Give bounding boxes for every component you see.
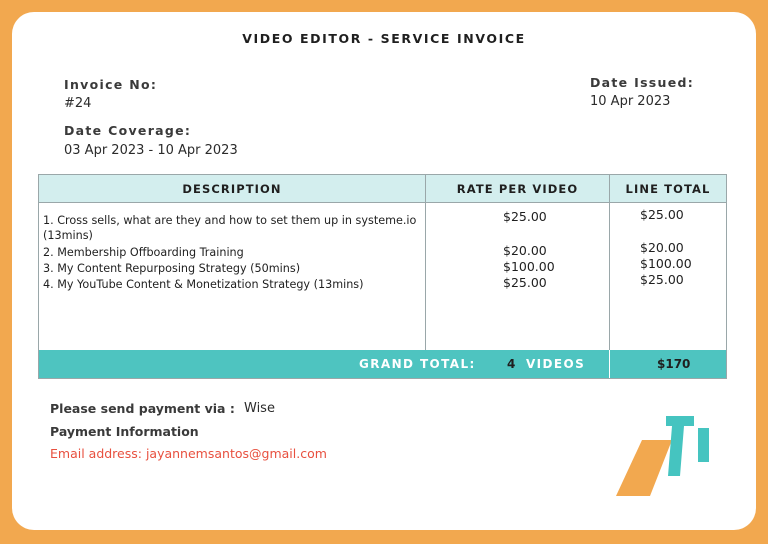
video-count: 4: [507, 357, 516, 371]
date-issued-label: Date Issued:: [590, 75, 695, 90]
date-issued: 10 Apr 2023: [590, 94, 671, 109]
video-unit: VIDEOS: [526, 357, 586, 371]
footer-divider: [609, 350, 610, 378]
item-rate: $20.00: [503, 243, 547, 258]
payment-info-label: Payment Information: [50, 424, 199, 439]
item-line-total: $100.00: [640, 256, 692, 271]
item-description: 2. Membership Offboarding Training: [43, 246, 244, 259]
column-divider: [425, 175, 426, 378]
column-divider: [609, 175, 610, 378]
brand-logo-icon: [612, 414, 716, 498]
header-line-total: LINE TOTAL: [625, 182, 711, 196]
invoice-title: VIDEO EDITOR - SERVICE INVOICE: [242, 31, 526, 46]
logo-teal-seven: [666, 416, 694, 476]
item-rate: $25.00: [503, 209, 547, 224]
item-line-total: $25.00: [640, 207, 684, 222]
grand-total-label: GRAND TOTAL:: [359, 357, 476, 371]
item-description: 3. My Content Repurposing Strategy (50mins): [43, 262, 301, 275]
table-row: [43, 213, 416, 243]
item-description: 4. My YouTube Content & Monetization Strategy (13mins): [43, 278, 364, 291]
invoice-number-label: Invoice No:: [64, 77, 158, 92]
payment-email: Email address: jayannemsantos@gmail.com: [50, 446, 327, 461]
payment-via-label: Please send payment via :: [50, 401, 235, 416]
invoice-table: [38, 174, 727, 379]
header-rate: RATE PER VIDEO: [456, 182, 579, 196]
payment-via-value: Wise: [244, 401, 275, 416]
logo-teal-bar: [698, 428, 709, 462]
header-description: DESCRIPTION: [182, 182, 282, 196]
invoice-number: #24: [64, 96, 92, 111]
item-rate: $100.00: [503, 259, 555, 274]
table-footer: [39, 350, 726, 378]
item-line-total: $25.00: [640, 272, 684, 287]
logo-orange-shape: [616, 440, 672, 496]
item-description-continued: (13mins): [43, 229, 93, 242]
item-description: 1. Cross sells, what are they and how to set them up in systeme.io: [43, 214, 417, 227]
table-header: [39, 175, 726, 203]
date-coverage-label: Date Coverage:: [64, 123, 192, 138]
item-line-total: $20.00: [640, 240, 684, 255]
date-coverage: 03 Apr 2023 - 10 Apr 2023: [64, 143, 238, 158]
grand-total-amount: $170: [657, 357, 691, 371]
item-rate: $25.00: [503, 275, 547, 290]
